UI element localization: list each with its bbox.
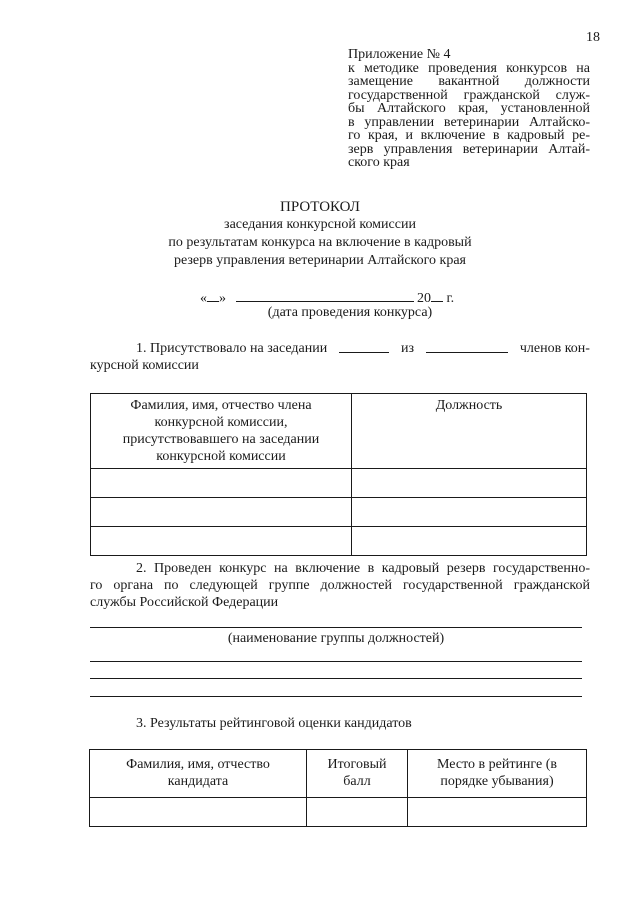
date-open-quote: « xyxy=(200,291,207,306)
date-caption: (дата проведения конкурса) xyxy=(267,305,433,320)
table-cell[interactable] xyxy=(408,798,587,827)
position-group-blank-line[interactable] xyxy=(90,696,582,697)
protocol-title: ПРОТОКОЛ xyxy=(280,199,360,215)
appendix-line: замещение вакантной должности xyxy=(348,74,590,89)
table-cell[interactable] xyxy=(352,469,587,498)
year-blank[interactable] xyxy=(431,288,443,302)
year-prefix: 20 xyxy=(417,291,431,306)
protocol-title-block xyxy=(100,198,540,270)
present-count-blank[interactable] xyxy=(339,340,389,353)
appendix-line: в управлении ветеринарии Алтайско- xyxy=(348,114,590,130)
table-cell[interactable] xyxy=(91,498,352,527)
appendix-line: ского края xyxy=(348,155,410,170)
year-suffix: г. xyxy=(446,291,455,306)
protocol-subtitle: заседания конкурсной комиссии xyxy=(224,217,416,232)
total-count-blank[interactable] xyxy=(426,340,508,353)
table-cell[interactable] xyxy=(352,527,587,556)
table-row xyxy=(91,469,587,498)
column-header: Итоговый балл xyxy=(307,750,408,798)
position-group-blank-line[interactable] xyxy=(90,678,582,679)
table-cell[interactable] xyxy=(91,469,352,498)
commission-members-table xyxy=(90,393,587,556)
section-1-text: 1. Присутствовало на заседании xyxy=(136,341,328,356)
section-2-line: го органа по следующей группе должностей государственной гражданской xyxy=(90,578,590,593)
table-header-row xyxy=(91,394,587,469)
appendix-line: государственной гражданской служ- xyxy=(348,87,590,103)
appendix-line: Приложение № 4 xyxy=(348,47,451,62)
day-blank[interactable] xyxy=(207,288,219,302)
section-3-heading: 3. Результаты рейтинговой оценки кандидатов xyxy=(136,716,412,731)
column-header: Фамилия, имя, отчество кандидата xyxy=(90,750,307,798)
month-blank[interactable] xyxy=(236,288,414,302)
position-group-caption: (наименование группы должностей) xyxy=(227,631,445,646)
column-header: Фамилия, имя, отчество члена конкурсной комиссии, присутствовавшего на заседании конкурсной комиссии xyxy=(91,394,352,469)
column-header: Место в рейтинге (в порядке убывания) xyxy=(408,750,587,798)
section-2-line: 2. Проведен конкурс на включение в кадровый резерв государственно- xyxy=(136,561,590,576)
table-row xyxy=(90,798,587,827)
section-1-text: членов кон- xyxy=(519,341,590,356)
column-header: Должность xyxy=(352,394,587,469)
appendix-line: к методике проведения конкурсов на xyxy=(348,60,590,76)
table-row xyxy=(91,527,587,556)
table-row xyxy=(91,498,587,527)
section-2-line: службы Российской Федерации xyxy=(90,595,279,610)
appendix-line: бы Алтайского края, установленной xyxy=(348,101,590,116)
appendix-line: зерв управления ветеринарии Алтай- xyxy=(348,141,590,157)
section-1-text: курсной комиссии xyxy=(90,358,199,373)
position-group-blank-line[interactable] xyxy=(90,627,582,628)
page-number: 18 xyxy=(586,30,600,45)
protocol-subtitle: по результатам конкурса на включение в кадровый xyxy=(168,235,472,250)
table-header-row xyxy=(90,750,587,798)
appendix-header xyxy=(348,48,590,170)
table-cell[interactable] xyxy=(307,798,408,827)
section-1-text: из xyxy=(401,341,415,356)
protocol-subtitle: резерв управления ветеринарии Алтайского края xyxy=(174,253,466,268)
position-group-blank-line[interactable] xyxy=(90,661,582,662)
appendix-line: го края, и включение в кадровый ре- xyxy=(348,128,590,143)
table-cell[interactable] xyxy=(91,527,352,556)
table-cell[interactable] xyxy=(90,798,307,827)
section-1-paragraph xyxy=(90,340,590,374)
table-cell[interactable] xyxy=(352,498,587,527)
rating-results-table xyxy=(89,749,587,827)
date-close-quote: » xyxy=(219,291,226,306)
section-2-paragraph xyxy=(90,560,590,611)
